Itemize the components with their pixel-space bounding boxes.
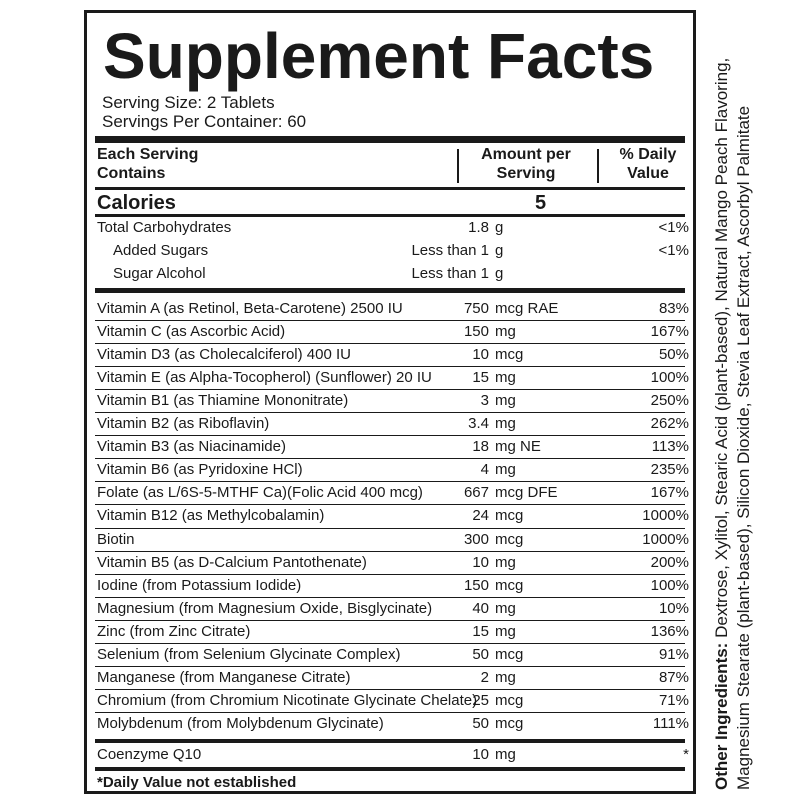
nutrient-name: Vitamin B1 (as Thiamine Mononitrate) bbox=[97, 392, 349, 410]
nutrient-name: Biotin bbox=[97, 530, 135, 548]
daily-value: 1000% bbox=[642, 530, 689, 548]
nutrient-row bbox=[97, 263, 689, 285]
column-divider bbox=[597, 149, 599, 183]
daily-value: 167% bbox=[650, 484, 689, 502]
nutrient-name: Vitamin B5 (as D-Calcium Pantothenate) bbox=[97, 553, 367, 571]
servings-per-container: Servings Per Container: 60 bbox=[102, 112, 307, 131]
nutrient-row bbox=[97, 644, 689, 666]
thick-rule bbox=[95, 136, 685, 143]
column-header-daily-value: % Daily Value bbox=[619, 146, 677, 182]
amount-value: 1.8 bbox=[468, 219, 489, 236]
amount-unit: mg bbox=[495, 461, 516, 479]
nutrient-row bbox=[97, 505, 689, 527]
nutrient-name: Vitamin B12 (as Methylcobalamin) bbox=[97, 507, 325, 525]
nutrient-row bbox=[97, 217, 689, 239]
amount-unit: mcg bbox=[495, 714, 524, 732]
amount-unit: g bbox=[495, 265, 504, 282]
nutrient-name: Selenium (from Selenium Glycinate Complex) bbox=[97, 645, 401, 663]
amount-value: 50 bbox=[472, 714, 489, 732]
nutrient-row bbox=[97, 744, 689, 766]
nutrient-row bbox=[97, 598, 689, 620]
amount-value: 10 bbox=[472, 746, 489, 763]
amount-value: 2 bbox=[480, 668, 489, 686]
amount-unit: mg bbox=[495, 392, 516, 410]
nutrient-name: Chromium (from Chromium Nicotinate Glycinate Chelate) bbox=[97, 691, 478, 709]
daily-value: 83% bbox=[658, 300, 689, 317]
nutrient-row bbox=[97, 367, 689, 389]
amount-value: 300 bbox=[463, 530, 489, 548]
nutrient-name: Vitamin A (as Retinol, Beta-Carotene) 2500 IU bbox=[97, 300, 403, 317]
amount-unit: g bbox=[495, 219, 504, 236]
nutrient-row bbox=[97, 529, 689, 551]
amount-value: 15 bbox=[472, 622, 489, 640]
daily-value: 1000% bbox=[642, 507, 689, 525]
other-ingredients bbox=[711, 10, 791, 790]
amount-value: 10 bbox=[472, 553, 489, 571]
amount-unit: mcg bbox=[495, 645, 524, 663]
amount-value: Less than 1 bbox=[411, 265, 489, 282]
daily-value: <1% bbox=[658, 219, 689, 236]
amount-value: 150 bbox=[463, 323, 489, 341]
daily-value: 235% bbox=[650, 461, 689, 479]
daily-value: 250% bbox=[650, 392, 689, 410]
other-ingredients-label: Other Ingredients: bbox=[712, 642, 731, 790]
nutrient-name: Vitamin C (as Ascorbic Acid) bbox=[97, 323, 286, 341]
nutrient-row bbox=[97, 552, 689, 574]
calories-value: 5 bbox=[535, 192, 547, 214]
column-header-amount: Amount per Serving bbox=[481, 146, 571, 182]
daily-value: 262% bbox=[650, 415, 689, 433]
amount-value: 50 bbox=[472, 645, 489, 663]
amount-unit: mcg RAE bbox=[495, 300, 559, 317]
daily-value: 100% bbox=[650, 576, 689, 594]
nutrient-row bbox=[97, 459, 689, 481]
nutrient-row bbox=[97, 482, 689, 504]
daily-value: <1% bbox=[658, 242, 689, 259]
daily-value: 71% bbox=[658, 691, 689, 709]
nutrient-name: Vitamin B6 (as Pyridoxine HCl) bbox=[97, 461, 303, 479]
daily-value: 167% bbox=[650, 323, 689, 341]
amount-value: 150 bbox=[463, 576, 489, 594]
amount-value: 18 bbox=[472, 438, 489, 456]
panel-title: Supplement Facts bbox=[103, 20, 655, 92]
nutrient-name: Manganese (from Manganese Citrate) bbox=[97, 668, 351, 686]
daily-value: 91% bbox=[658, 645, 689, 663]
nutrient-name: Coenzyme Q10 bbox=[97, 746, 202, 763]
nutrient-name: Vitamin B3 (as Niacinamide) bbox=[97, 438, 286, 456]
nutrient-name: Folate (as L/6S-5-MTHF Ca)(Folic Acid 400 mcg) bbox=[97, 484, 423, 502]
supplement-facts-panel bbox=[84, 10, 696, 794]
serving-size: Serving Size: 2 Tablets bbox=[102, 93, 275, 112]
nutrient-name: Total Carbohydrates bbox=[97, 219, 232, 236]
daily-value: 113% bbox=[651, 438, 689, 456]
daily-value: 100% bbox=[650, 369, 689, 387]
daily-value: 10% bbox=[658, 599, 689, 617]
amount-unit: mg bbox=[495, 553, 516, 571]
nutrient-name: Zinc (from Zinc Citrate) bbox=[97, 622, 251, 640]
amount-unit: mg bbox=[495, 599, 516, 617]
daily-value: 50% bbox=[658, 346, 689, 364]
daily-value: * bbox=[683, 746, 689, 763]
amount-unit: mcg bbox=[495, 691, 524, 709]
amount-value: 750 bbox=[463, 300, 489, 317]
nutrient-name: Vitamin D3 (as Cholecalciferol) 400 IU bbox=[97, 346, 351, 364]
amount-value: 4 bbox=[480, 461, 489, 479]
amount-value: 667 bbox=[463, 484, 489, 502]
amount-unit: mg bbox=[495, 746, 516, 763]
nutrient-name: Molybdenum (from Molybdenum Glycinate) bbox=[97, 714, 384, 732]
amount-unit: mg bbox=[495, 415, 516, 433]
nutrient-name: Sugar Alcohol bbox=[113, 265, 206, 282]
amount-value: 24 bbox=[472, 507, 489, 525]
nutrient-row bbox=[97, 713, 689, 735]
amount-unit: mcg bbox=[495, 507, 524, 525]
nutrient-row bbox=[97, 667, 689, 689]
amount-unit: mg bbox=[495, 622, 516, 640]
nutrient-row bbox=[97, 621, 689, 643]
amount-unit: mg bbox=[495, 369, 516, 387]
thick-rule bbox=[95, 288, 685, 293]
nutrient-row bbox=[97, 344, 689, 366]
amount-unit: mg bbox=[495, 323, 516, 341]
nutrient-name: Magnesium (from Magnesium Oxide, Bisglycinate) bbox=[97, 599, 433, 617]
column-header-each-serving: Each Serving Contains bbox=[97, 146, 199, 182]
nutrient-row bbox=[97, 240, 689, 262]
daily-value: 136% bbox=[650, 622, 689, 640]
amount-unit: g bbox=[495, 242, 504, 259]
amount-value: 10 bbox=[472, 346, 489, 364]
amount-value: Less than 1 bbox=[411, 242, 489, 259]
amount-value: 40 bbox=[472, 599, 489, 617]
nutrient-name: Vitamin E (as Alpha-Tocopherol) (Sunflower) 20 IU bbox=[97, 369, 432, 387]
amount-unit: mg NE bbox=[495, 438, 541, 456]
footnote: *Daily Value not established bbox=[97, 774, 297, 791]
nutrient-row bbox=[97, 413, 689, 435]
nutrient-row bbox=[97, 690, 689, 712]
other-ingredients-text: Dextrose, Xylitol, Stearic Acid (plant-based), Natural Mango Peach Flavoring, Magnesium Stearate (plant-based), Silicon Dioxide, Stevia Leaf Extract, Ascorbyl Palmitate bbox=[712, 57, 753, 790]
nutrient-row bbox=[97, 436, 689, 458]
amount-unit: mcg DFE bbox=[495, 484, 558, 502]
nutrient-name: Added Sugars bbox=[113, 242, 209, 259]
nutrient-name: Vitamin B2 (as Riboflavin) bbox=[97, 415, 270, 433]
amount-value: 25 bbox=[472, 691, 489, 709]
nutrient-row bbox=[97, 321, 689, 343]
daily-value: 87% bbox=[658, 668, 689, 686]
amount-unit: mg bbox=[495, 668, 516, 686]
daily-value: 111% bbox=[652, 714, 689, 732]
thick-rule bbox=[95, 739, 685, 743]
amount-value: 3.4 bbox=[468, 415, 489, 433]
calories-label: Calories bbox=[97, 192, 176, 214]
amount-value: 3 bbox=[480, 392, 489, 410]
amount-unit: mcg bbox=[495, 346, 524, 364]
medium-rule bbox=[95, 187, 685, 190]
amount-unit: mcg bbox=[495, 576, 524, 594]
nutrient-name: Iodine (from Potassium Iodide) bbox=[97, 576, 302, 594]
nutrient-row bbox=[97, 575, 689, 597]
nutrient-row bbox=[97, 390, 689, 412]
column-divider bbox=[457, 149, 459, 183]
daily-value: 200% bbox=[650, 553, 689, 571]
nutrient-row bbox=[97, 298, 689, 320]
amount-unit: mcg bbox=[495, 530, 524, 548]
thick-rule bbox=[95, 767, 685, 771]
amount-value: 15 bbox=[472, 369, 489, 387]
